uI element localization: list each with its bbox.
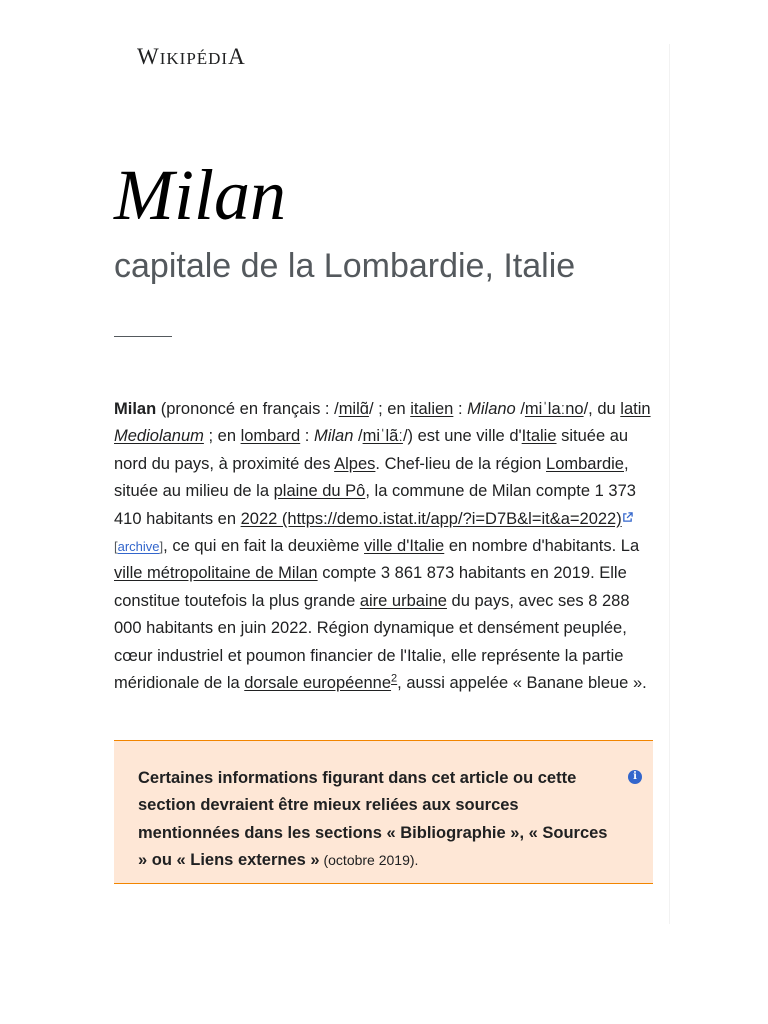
- link-lombard[interactable]: lombard: [240, 427, 301, 446]
- wikipedia-logo[interactable]: WIKIPÉDIA: [137, 44, 246, 69]
- ipa-italian-link[interactable]: miˈlaːno: [524, 400, 584, 418]
- notice-text: Certaines informations figurant dans cet article ou cette section devraient être mieux reliées aux sources mentionnées dans les sections « Bibliographie », « Sources » ou « Liens externes » (octobre 2019).: [138, 769, 608, 870]
- italian-name: Milano: [467, 400, 516, 418]
- lombard-name: Milan: [313, 427, 354, 446]
- link-mediolanum[interactable]: Mediolanum: [114, 427, 204, 446]
- link-ville-metropolitaine[interactable]: ville métropolitaine de Milan: [114, 564, 318, 583]
- link-aire-urbaine[interactable]: aire urbaine: [359, 591, 447, 610]
- subject-bold: Milan: [114, 400, 157, 418]
- external-link-icon: [622, 506, 635, 533]
- link-italie[interactable]: Italie: [521, 427, 557, 446]
- link-ville-d-italie[interactable]: ville d'Italie: [364, 537, 445, 556]
- ipa-lombard-link[interactable]: miˈlãː: [362, 427, 403, 446]
- link-plaine-du-po[interactable]: plaine du Pô: [273, 482, 366, 501]
- link-dorsale-europeenne[interactable]: dorsale européenne: [244, 674, 392, 693]
- link-italien[interactable]: italien: [410, 400, 454, 418]
- sources-notice-box: [114, 740, 653, 884]
- archive-link[interactable]: archive: [117, 539, 160, 555]
- page-title: Milan: [114, 155, 286, 235]
- link-alpes[interactable]: Alpes: [334, 454, 376, 473]
- link-istat-2022[interactable]: 2022 (https://demo.istat.it/app/?i=D7B&l=it&a=2022): [240, 509, 622, 528]
- ipa-french-link[interactable]: milɑ̃: [338, 400, 369, 418]
- footnote-ref-2[interactable]: 2: [391, 672, 398, 685]
- archive-ref: [archive]: [114, 539, 164, 555]
- page-edge: [669, 44, 670, 924]
- notice-date: (octobre 2019).: [319, 852, 419, 869]
- page-subtitle: capitale de la Lombardie, Italie: [114, 247, 576, 285]
- title-divider: [114, 336, 172, 337]
- link-lombardie[interactable]: Lombardie: [546, 454, 624, 473]
- info-icon[interactable]: i: [628, 770, 642, 784]
- intro-paragraph: Milan (prononcé en français : /milɑ̃/ ; en italien : Milano /miˈlaːno/, du latin Mediolanum ; en lombard : Milan /miˈlãː/) est une ville d'Italie située au nord du pays, à proximité des Alpes. Chef-lieu de la région Lombardie, située au milieu de la plaine du Pô, la commune de Milan compte 1 373 410 habitants en 2022 (https://demo.istat.it/app/?i=D7B&l=it&a=2022)[archive], ce qui en fait la deuxième ville d'Italie en nombre d'habitants. La ville métropolitaine de Milan compte 3 861 873 habitants en 2019. Elle constitue toutefois la plus grande aire urbaine du pays, avec ses 8 288 000 habitants en juin 2022. Région dynamique et densément peuplée, cœur industriel et poumon financier de l'Italie, elle représente la partie méridionale de la dorsale européenne$^2$, aussi appelée « Banane bleue ».: [114, 400, 651, 693]
- link-latin[interactable]: latin: [620, 400, 651, 418]
